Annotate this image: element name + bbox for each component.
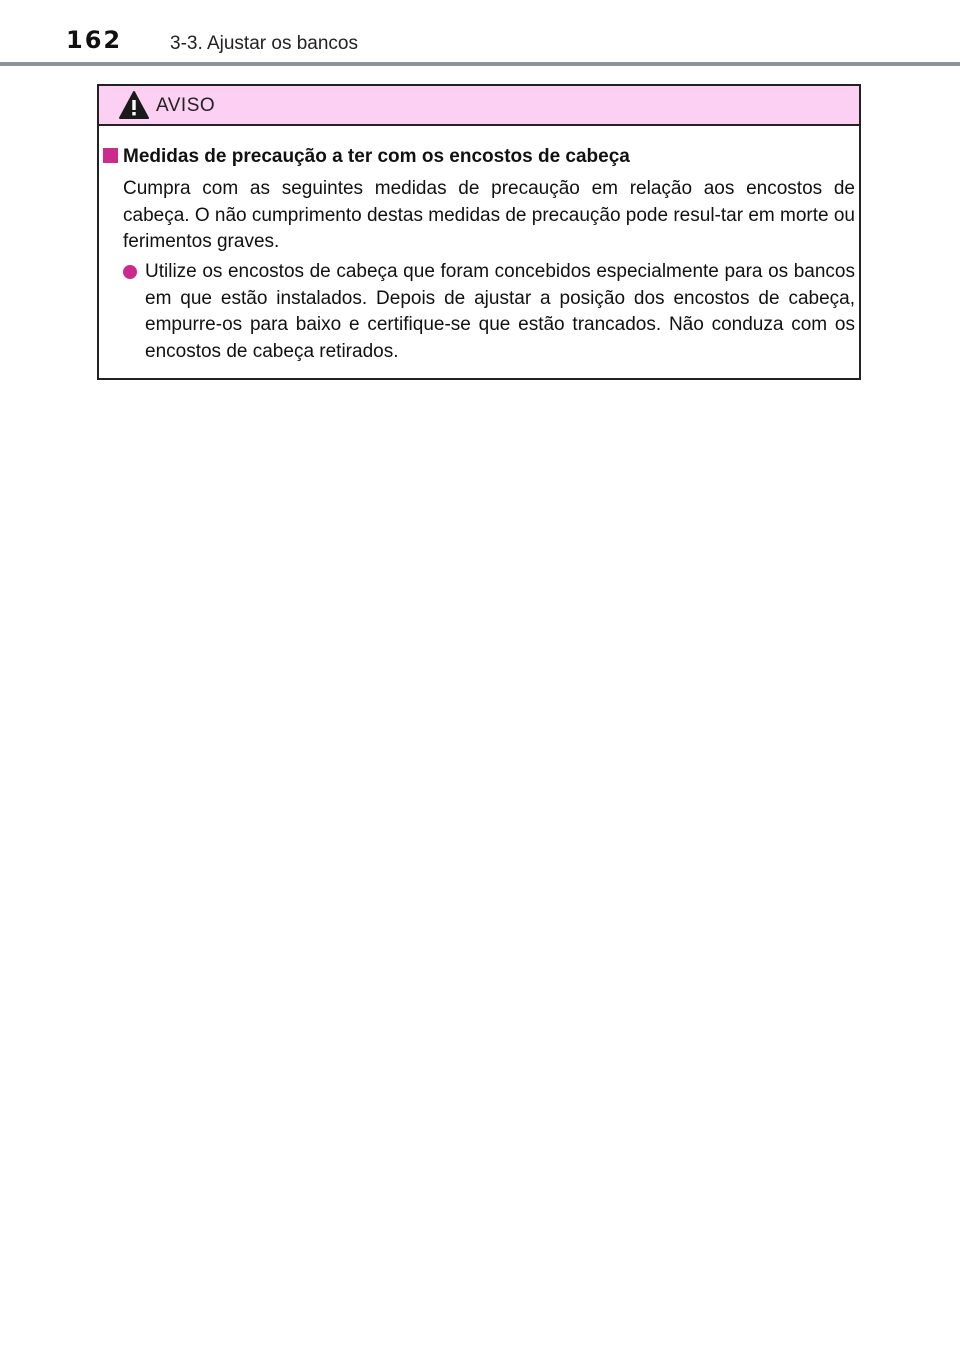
warning-header (99, 86, 859, 126)
round-bullet-icon (123, 265, 137, 279)
warning-triangle-icon (118, 90, 150, 120)
warning-box (97, 84, 861, 380)
warning-label: AVISO (156, 95, 216, 116)
list-item-text: Utilize os encostos de cabeça que foram concebidos especialmente para os bancos em que estão instalados. Depois de ajustar a posição dos encostos de cabeça, empurre-os para baixo e certifique-se que estão trancados. Não conduza com os encostos de cabeça retirados. (145, 261, 855, 362)
section-heading (103, 146, 630, 168)
list-item (123, 259, 855, 365)
page-number: 162 (66, 26, 123, 54)
page-header (0, 0, 960, 66)
section-title: 3-3. Ajustar os bancos (170, 33, 358, 54)
section-heading-text: Medidas de precaução a ter com os encostos de cabeça (123, 146, 630, 167)
square-bullet-icon (103, 148, 118, 163)
intro-paragraph: Cumpra com as seguintes medidas de precaução em relação aos encostos de cabeça. O não cumprimento destas medidas de precaução pode resul-tar em morte ou ferimentos graves. (123, 178, 855, 252)
header-rule (0, 62, 960, 66)
